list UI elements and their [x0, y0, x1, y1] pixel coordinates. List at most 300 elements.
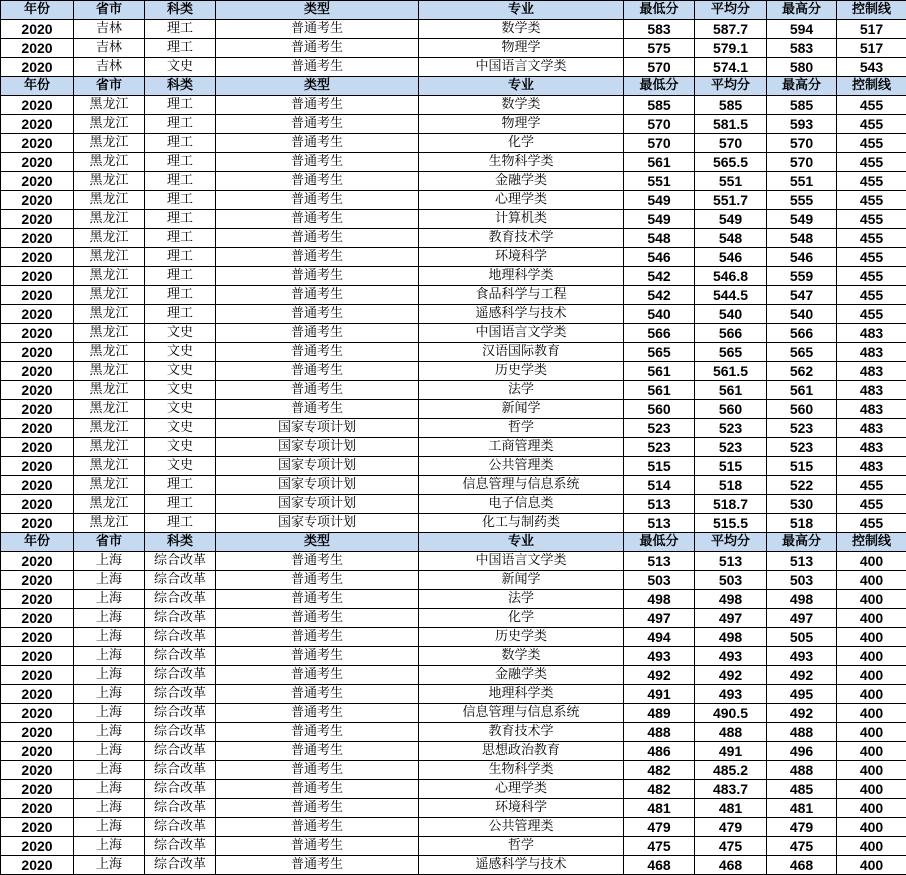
cell-control-line: 400: [837, 685, 906, 704]
cell-avg-score: 515: [695, 457, 767, 476]
cell-avg-score: 581.5: [695, 115, 767, 134]
cell-max-score: 585: [767, 96, 837, 115]
cell-subject: 理工: [145, 20, 216, 39]
cell-major: 新闻学: [419, 400, 624, 419]
cell-max-score: 560: [767, 400, 837, 419]
header-subject: 科类: [145, 533, 216, 552]
cell-max-score: 549: [767, 210, 837, 229]
cell-type: 普通考生: [216, 571, 419, 590]
cell-min-score: 583: [624, 20, 695, 39]
table-row: [1, 343, 906, 362]
cell-major: 遥感科学与技术: [419, 856, 624, 875]
cell-type: 普通考生: [216, 58, 419, 77]
cell-avg-score: 551: [695, 172, 767, 191]
cell-avg-score: 488: [695, 723, 767, 742]
cell-min-score: 551: [624, 172, 695, 191]
header-max-score: 最高分: [767, 77, 837, 96]
cell-control-line: 455: [837, 191, 906, 210]
cell-min-score: 482: [624, 761, 695, 780]
cell-max-score: 493: [767, 647, 837, 666]
cell-control-line: 400: [837, 761, 906, 780]
cell-major: 心理学类: [419, 780, 624, 799]
header-max-score: 最高分: [767, 1, 837, 20]
table-row: [1, 438, 906, 457]
cell-province: 上海: [74, 856, 145, 875]
cell-avg-score: 546: [695, 248, 767, 267]
cell-min-score: 498: [624, 590, 695, 609]
cell-province: 吉林: [74, 58, 145, 77]
cell-year: 2020: [1, 343, 74, 362]
table-row: [1, 115, 906, 134]
cell-year: 2020: [1, 286, 74, 305]
cell-province: 黑龙江: [74, 495, 145, 514]
cell-year: 2020: [1, 96, 74, 115]
cell-subject: 文史: [145, 438, 216, 457]
cell-control-line: 455: [837, 305, 906, 324]
cell-subject: 综合改革: [145, 856, 216, 875]
cell-control-line: 517: [837, 39, 906, 58]
cell-major: 物理学: [419, 39, 624, 58]
cell-type: 普通考生: [216, 856, 419, 875]
cell-avg-score: 485.2: [695, 761, 767, 780]
cell-control-line: 455: [837, 476, 906, 495]
cell-control-line: 400: [837, 590, 906, 609]
cell-year: 2020: [1, 58, 74, 77]
cell-year: 2020: [1, 191, 74, 210]
cell-min-score: 513: [624, 552, 695, 571]
cell-max-score: 468: [767, 856, 837, 875]
cell-subject: 文史: [145, 381, 216, 400]
cell-min-score: 492: [624, 666, 695, 685]
cell-year: 2020: [1, 647, 74, 666]
table-row: [1, 210, 906, 229]
cell-max-score: 593: [767, 115, 837, 134]
cell-subject: 理工: [145, 172, 216, 191]
cell-year: 2020: [1, 229, 74, 248]
cell-year: 2020: [1, 837, 74, 856]
cell-avg-score: 518: [695, 476, 767, 495]
cell-min-score: 561: [624, 381, 695, 400]
table-row: [1, 761, 906, 780]
table-row: [1, 191, 906, 210]
table-row: [1, 96, 906, 115]
header-control-line: 控制线: [837, 1, 906, 20]
cell-subject: 文史: [145, 419, 216, 438]
cell-subject: 综合改革: [145, 799, 216, 818]
cell-max-score: 547: [767, 286, 837, 305]
cell-control-line: 455: [837, 115, 906, 134]
cell-type: 普通考生: [216, 267, 419, 286]
cell-province: 黑龙江: [74, 210, 145, 229]
cell-year: 2020: [1, 476, 74, 495]
header-avg-score: 平均分: [695, 1, 767, 20]
cell-province: 黑龙江: [74, 134, 145, 153]
cell-year: 2020: [1, 685, 74, 704]
cell-min-score: 475: [624, 837, 695, 856]
cell-province: 黑龙江: [74, 362, 145, 381]
cell-max-score: 565: [767, 343, 837, 362]
cell-province: 黑龙江: [74, 305, 145, 324]
cell-control-line: 400: [837, 723, 906, 742]
cell-control-line: 483: [837, 400, 906, 419]
cell-province: 上海: [74, 552, 145, 571]
cell-max-score: 496: [767, 742, 837, 761]
cell-type: 普通考生: [216, 324, 419, 343]
table-row: [1, 248, 906, 267]
cell-max-score: 488: [767, 761, 837, 780]
cell-type: 普通考生: [216, 39, 419, 58]
cell-year: 2020: [1, 495, 74, 514]
cell-type: 普通考生: [216, 647, 419, 666]
cell-min-score: 523: [624, 438, 695, 457]
table-row: [1, 628, 906, 647]
header-control-line: 控制线: [837, 77, 906, 96]
cell-min-score: 565: [624, 343, 695, 362]
cell-max-score: 488: [767, 723, 837, 742]
cell-province: 上海: [74, 647, 145, 666]
cell-avg-score: 561.5: [695, 362, 767, 381]
header-type: 类型: [216, 77, 419, 96]
cell-min-score: 489: [624, 704, 695, 723]
cell-province: 黑龙江: [74, 476, 145, 495]
table-row: [1, 514, 906, 533]
table-row: [1, 286, 906, 305]
cell-avg-score: 579.1: [695, 39, 767, 58]
cell-control-line: 455: [837, 172, 906, 191]
table-row: [1, 305, 906, 324]
cell-year: 2020: [1, 723, 74, 742]
cell-type: 普通考生: [216, 761, 419, 780]
table-row: [1, 419, 906, 438]
cell-subject: 综合改革: [145, 818, 216, 837]
cell-major: 生物科学类: [419, 153, 624, 172]
cell-type: 国家专项计划: [216, 476, 419, 495]
cell-subject: 文史: [145, 343, 216, 362]
cell-subject: 综合改革: [145, 647, 216, 666]
cell-year: 2020: [1, 305, 74, 324]
cell-type: 普通考生: [216, 191, 419, 210]
table-row: [1, 267, 906, 286]
cell-major: 信息管理与信息系统: [419, 476, 624, 495]
cell-province: 上海: [74, 761, 145, 780]
header-major: 专业: [419, 1, 624, 20]
cell-province: 黑龙江: [74, 400, 145, 419]
cell-subject: 文史: [145, 457, 216, 476]
table-row: [1, 590, 906, 609]
cell-avg-score: 565.5: [695, 153, 767, 172]
cell-type: 普通考生: [216, 172, 419, 191]
cell-control-line: 455: [837, 514, 906, 533]
cell-type: 普通考生: [216, 837, 419, 856]
cell-min-score: 561: [624, 362, 695, 381]
cell-year: 2020: [1, 514, 74, 533]
table-row: [1, 647, 906, 666]
cell-year: 2020: [1, 438, 74, 457]
cell-year: 2020: [1, 628, 74, 647]
cell-min-score: 479: [624, 818, 695, 837]
table-row: [1, 685, 906, 704]
cell-control-line: 400: [837, 647, 906, 666]
cell-province: 上海: [74, 799, 145, 818]
cell-avg-score: 468: [695, 856, 767, 875]
cell-province: 上海: [74, 571, 145, 590]
table-row: [1, 20, 906, 39]
cell-control-line: 517: [837, 20, 906, 39]
cell-control-line: 400: [837, 609, 906, 628]
cell-type: 普通考生: [216, 343, 419, 362]
cell-year: 2020: [1, 210, 74, 229]
cell-control-line: 543: [837, 58, 906, 77]
cell-province: 上海: [74, 609, 145, 628]
cell-major: 生物科学类: [419, 761, 624, 780]
cell-avg-score: 475: [695, 837, 767, 856]
cell-year: 2020: [1, 362, 74, 381]
cell-avg-score: 523: [695, 438, 767, 457]
cell-province: 黑龙江: [74, 96, 145, 115]
cell-control-line: 483: [837, 324, 906, 343]
cell-min-score: 481: [624, 799, 695, 818]
cell-major: 心理学类: [419, 191, 624, 210]
cell-type: 普通考生: [216, 609, 419, 628]
cell-subject: 综合改革: [145, 723, 216, 742]
cell-subject: 综合改革: [145, 552, 216, 571]
cell-year: 2020: [1, 457, 74, 476]
header-control-line: 控制线: [837, 533, 906, 552]
cell-avg-score: 574.1: [695, 58, 767, 77]
cell-major: 法学: [419, 590, 624, 609]
table-row: [1, 552, 906, 571]
cell-min-score: 575: [624, 39, 695, 58]
table-row: [1, 229, 906, 248]
cell-min-score: 513: [624, 495, 695, 514]
cell-province: 黑龙江: [74, 115, 145, 134]
cell-min-score: 494: [624, 628, 695, 647]
cell-min-score: 515: [624, 457, 695, 476]
cell-control-line: 455: [837, 286, 906, 305]
cell-major: 工商管理类: [419, 438, 624, 457]
cell-avg-score: 549: [695, 210, 767, 229]
cell-control-line: 483: [837, 419, 906, 438]
cell-major: 汉语国际教育: [419, 343, 624, 362]
cell-subject: 文史: [145, 362, 216, 381]
cell-major: 公共管理类: [419, 457, 624, 476]
cell-type: 普通考生: [216, 362, 419, 381]
cell-max-score: 559: [767, 267, 837, 286]
cell-major: 地理科学类: [419, 267, 624, 286]
cell-major: 历史学类: [419, 362, 624, 381]
cell-subject: 文史: [145, 324, 216, 343]
cell-max-score: 583: [767, 39, 837, 58]
cell-type: 普通考生: [216, 115, 419, 134]
header-avg-score: 平均分: [695, 533, 767, 552]
cell-avg-score: 518.7: [695, 495, 767, 514]
cell-province: 黑龙江: [74, 191, 145, 210]
cell-avg-score: 479: [695, 818, 767, 837]
header-year: 年份: [1, 77, 74, 96]
cell-type: 普通考生: [216, 590, 419, 609]
cell-major: 数学类: [419, 647, 624, 666]
header-min-score: 最低分: [624, 1, 695, 20]
cell-subject: 综合改革: [145, 742, 216, 761]
cell-subject: 综合改革: [145, 609, 216, 628]
cell-major: 中国语言文学类: [419, 552, 624, 571]
cell-province: 上海: [74, 666, 145, 685]
cell-min-score: 488: [624, 723, 695, 742]
cell-province: 黑龙江: [74, 514, 145, 533]
header-min-score: 最低分: [624, 77, 695, 96]
cell-control-line: 455: [837, 134, 906, 153]
cell-type: 普通考生: [216, 628, 419, 647]
cell-min-score: 497: [624, 609, 695, 628]
table-row: [1, 780, 906, 799]
cell-major: 思想政治教育: [419, 742, 624, 761]
cell-min-score: 585: [624, 96, 695, 115]
cell-year: 2020: [1, 248, 74, 267]
cell-control-line: 400: [837, 818, 906, 837]
cell-subject: 综合改革: [145, 590, 216, 609]
cell-max-score: 513: [767, 552, 837, 571]
cell-subject: 综合改革: [145, 666, 216, 685]
cell-min-score: 566: [624, 324, 695, 343]
cell-year: 2020: [1, 153, 74, 172]
cell-max-score: 530: [767, 495, 837, 514]
cell-type: 国家专项计划: [216, 438, 419, 457]
table-row: [1, 818, 906, 837]
cell-avg-score: 561: [695, 381, 767, 400]
cell-min-score: 546: [624, 248, 695, 267]
cell-major: 新闻学: [419, 571, 624, 590]
cell-subject: 文史: [145, 400, 216, 419]
cell-avg-score: 565: [695, 343, 767, 362]
cell-province: 上海: [74, 837, 145, 856]
cell-province: 上海: [74, 628, 145, 647]
cell-control-line: 483: [837, 438, 906, 457]
table-row: [1, 400, 906, 419]
cell-avg-score: 493: [695, 647, 767, 666]
cell-major: 食品科学与工程: [419, 286, 624, 305]
cell-max-score: 562: [767, 362, 837, 381]
cell-subject: 理工: [145, 115, 216, 134]
cell-subject: 理工: [145, 191, 216, 210]
cell-subject: 理工: [145, 495, 216, 514]
cell-min-score: 493: [624, 647, 695, 666]
table-row: [1, 704, 906, 723]
cell-max-score: 495: [767, 685, 837, 704]
cell-subject: 综合改革: [145, 571, 216, 590]
header-max-score: 最高分: [767, 533, 837, 552]
cell-province: 黑龙江: [74, 172, 145, 191]
cell-type: 普通考生: [216, 685, 419, 704]
cell-subject: 综合改革: [145, 628, 216, 647]
cell-control-line: 455: [837, 229, 906, 248]
cell-year: 2020: [1, 856, 74, 875]
cell-max-score: 475: [767, 837, 837, 856]
cell-avg-score: 544.5: [695, 286, 767, 305]
cell-major: 中国语言文学类: [419, 58, 624, 77]
table-row: [1, 856, 906, 875]
cell-control-line: 483: [837, 362, 906, 381]
cell-major: 公共管理类: [419, 818, 624, 837]
cell-type: 普通考生: [216, 210, 419, 229]
cell-control-line: 400: [837, 704, 906, 723]
cell-province: 上海: [74, 704, 145, 723]
cell-max-score: 492: [767, 666, 837, 685]
cell-major: 中国语言文学类: [419, 324, 624, 343]
cell-max-score: 515: [767, 457, 837, 476]
cell-max-score: 518: [767, 514, 837, 533]
cell-subject: 理工: [145, 476, 216, 495]
cell-type: 普通考生: [216, 552, 419, 571]
cell-province: 上海: [74, 590, 145, 609]
cell-type: 普通考生: [216, 248, 419, 267]
cell-major: 电子信息类: [419, 495, 624, 514]
cell-type: 国家专项计划: [216, 495, 419, 514]
table-row: [1, 666, 906, 685]
cell-type: 国家专项计划: [216, 457, 419, 476]
header-year: 年份: [1, 533, 74, 552]
cell-year: 2020: [1, 761, 74, 780]
cell-subject: 理工: [145, 514, 216, 533]
cell-year: 2020: [1, 609, 74, 628]
cell-max-score: 503: [767, 571, 837, 590]
cell-major: 计算机类: [419, 210, 624, 229]
cell-year: 2020: [1, 419, 74, 438]
cell-control-line: 400: [837, 742, 906, 761]
cell-min-score: 482: [624, 780, 695, 799]
table-row: [1, 723, 906, 742]
cell-control-line: 400: [837, 799, 906, 818]
cell-major: 哲学: [419, 837, 624, 856]
cell-province: 上海: [74, 685, 145, 704]
cell-max-score: 570: [767, 153, 837, 172]
cell-avg-score: 483.7: [695, 780, 767, 799]
cell-min-score: 523: [624, 419, 695, 438]
cell-avg-score: 498: [695, 590, 767, 609]
table-row: [1, 58, 906, 77]
cell-min-score: 468: [624, 856, 695, 875]
cell-year: 2020: [1, 704, 74, 723]
cell-major: 法学: [419, 381, 624, 400]
cell-max-score: 594: [767, 20, 837, 39]
cell-max-score: 498: [767, 590, 837, 609]
cell-type: 普通考生: [216, 229, 419, 248]
cell-avg-score: 585: [695, 96, 767, 115]
cell-avg-score: 481: [695, 799, 767, 818]
cell-type: 普通考生: [216, 780, 419, 799]
cell-avg-score: 513: [695, 552, 767, 571]
cell-max-score: 481: [767, 799, 837, 818]
cell-subject: 综合改革: [145, 837, 216, 856]
table-row: [1, 799, 906, 818]
cell-year: 2020: [1, 590, 74, 609]
cell-max-score: 580: [767, 58, 837, 77]
cell-control-line: 400: [837, 666, 906, 685]
cell-min-score: 542: [624, 286, 695, 305]
cell-province: 上海: [74, 723, 145, 742]
header-row: [1, 77, 906, 96]
cell-type: 普通考生: [216, 134, 419, 153]
cell-avg-score: 551.7: [695, 191, 767, 210]
cell-province: 黑龙江: [74, 286, 145, 305]
cell-year: 2020: [1, 818, 74, 837]
cell-avg-score: 498: [695, 628, 767, 647]
cell-major: 环境科学: [419, 799, 624, 818]
cell-major: 物理学: [419, 115, 624, 134]
table-row: [1, 172, 906, 191]
cell-province: 黑龙江: [74, 381, 145, 400]
cell-min-score: 560: [624, 400, 695, 419]
cell-major: 数学类: [419, 20, 624, 39]
